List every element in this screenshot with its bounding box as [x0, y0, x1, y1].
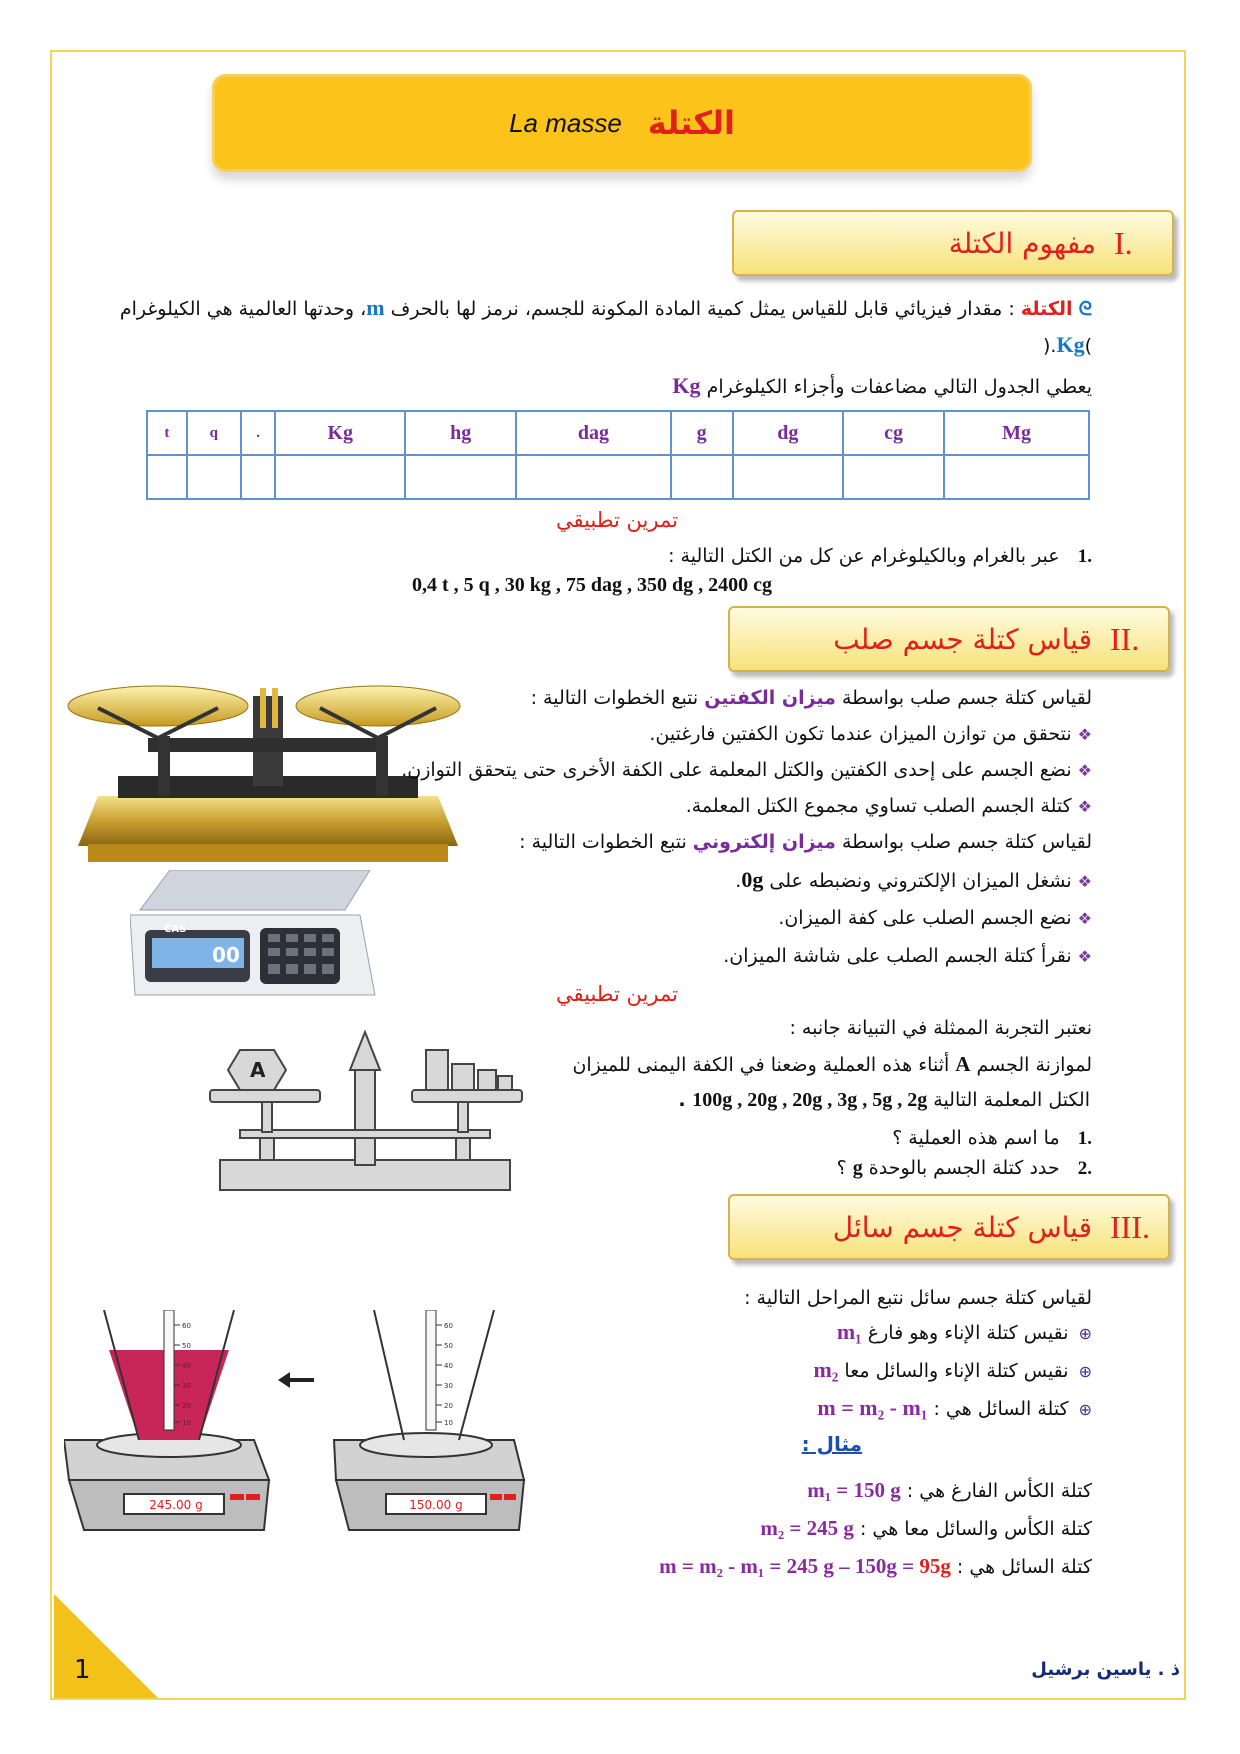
object-a: A	[955, 1052, 971, 1076]
diamond-bullet-icon: ❖	[1077, 872, 1092, 891]
exercise1-values: 0,4 t , 5 q , 30 kg , 75 dag , 350 dg , 2400 cg	[412, 574, 773, 596]
section-number: III.	[1110, 1208, 1150, 1245]
unit-g: g	[852, 1157, 863, 1179]
title-ar: الكتلة	[647, 104, 735, 142]
intro-text: نتبع الخطوات التالية :	[519, 831, 693, 853]
table-intro-unit: Kg	[672, 373, 701, 398]
arrow-bullet-icon: ⊕	[1078, 1362, 1092, 1381]
example-line-3	[659, 1552, 1092, 1581]
intro-text: لقياس كتلة جسم صلب بواسطة	[835, 831, 1092, 853]
tick-label: 30	[182, 1382, 191, 1390]
example-line-2	[760, 1514, 1092, 1543]
page-number: 1	[74, 1655, 91, 1685]
example-line-1	[807, 1476, 1092, 1505]
list-item	[401, 756, 1092, 785]
formula: m = m₂ - m₁	[817, 1395, 928, 1420]
unit-kg: Kg	[1056, 332, 1085, 357]
step-text: نضع الجسم الصلب على كفة الميزان.	[778, 907, 1072, 929]
exercise1-question	[668, 542, 1092, 571]
ex2-text: .	[678, 1089, 693, 1111]
masses-list: 100g , 20g , 20g , 3g , 5g , 2g	[692, 1089, 928, 1111]
section-title: قياس كتلة جسم سائل	[832, 1210, 1092, 1244]
zero-gram: 0g	[741, 867, 764, 892]
empty-cell	[405, 455, 516, 499]
step-text: .	[735, 870, 742, 892]
m2-value: m₂ = 245 g	[760, 1516, 854, 1540]
solid-intro-1	[531, 684, 1092, 712]
title-fr: La masse	[509, 107, 622, 138]
units-table	[146, 410, 1090, 500]
list-item	[686, 792, 1092, 821]
scale-brand: CAS	[164, 924, 187, 935]
example-label: مثال :	[801, 1432, 862, 1456]
step-text: كتلة الجسم الصلب تساوي مجموع الكتل المعلمة.	[685, 795, 1072, 817]
balance-type: ميزان الكفتين	[704, 687, 836, 709]
section-number: II.	[1110, 620, 1140, 657]
tick-label: 30	[444, 1382, 453, 1390]
mass-symbol: m	[366, 295, 385, 320]
definition-line-1	[120, 294, 1092, 323]
section-number: I.	[1114, 224, 1133, 261]
empty-cell	[516, 455, 671, 499]
solid-intro-2	[519, 828, 1092, 856]
exercise-label-2: تمرين تطبيقي	[556, 982, 678, 1006]
question-text: ؟	[836, 1157, 853, 1179]
definition-text: : مقدار فيزيائي قابل للقياس يمثل كمية المادة المكونة للجسم، نرمز لها بالحرف	[384, 298, 1021, 320]
author: ذ . ياسين برشيل	[1031, 1659, 1180, 1680]
unit-cell: q	[187, 411, 241, 455]
electronic-scale-image	[130, 870, 380, 1010]
question-number: .1	[1077, 1128, 1092, 1149]
diamond-bullet-icon: ❖	[1077, 725, 1092, 744]
tick-label: 40	[182, 1362, 191, 1370]
object-label: A	[250, 1058, 266, 1082]
tick-label: 60	[444, 1322, 453, 1330]
diamond-bullet-icon: ❖	[1077, 797, 1092, 816]
list-item	[813, 1356, 1092, 1386]
definition-line-2	[1043, 331, 1092, 360]
example-text: كتلة السائل هي :	[950, 1556, 1092, 1578]
step-text: كتلة السائل هي :	[927, 1398, 1069, 1420]
section-title: مفهوم الكتلة	[948, 226, 1096, 260]
liquid-result: 95g	[919, 1554, 951, 1578]
tick-label: 10	[444, 1419, 453, 1427]
bullet-icon: ᘓ	[1078, 298, 1092, 320]
tick-label: 60	[182, 1322, 191, 1330]
step-text: نقرأ كتلة الجسم الصلب على شاشة الميزان.	[723, 945, 1072, 967]
unit-cell: Mg	[944, 411, 1089, 455]
list-item	[778, 904, 1092, 933]
paren-open: .(	[1043, 335, 1057, 357]
arrow-bullet-icon: ⊕	[1078, 1400, 1092, 1419]
exercise2-question-2	[837, 1154, 1092, 1183]
step-text: نتحقق من توازن الميزان عندما تكون الكفتين فارغتين.	[649, 723, 1072, 745]
list-item	[837, 1318, 1092, 1348]
empty-cell	[733, 455, 844, 499]
diamond-bullet-icon: ❖	[1077, 909, 1092, 928]
section-header-3	[728, 1194, 1170, 1260]
empty-cell	[671, 455, 733, 499]
section-title: قياس كتلة جسم صلب	[833, 622, 1092, 656]
reading-empty: 150.00 g	[409, 1498, 463, 1512]
balance-diagram	[200, 1030, 530, 1200]
liquid-formula: m = m₂ - m₁ = 245 g – 150g =	[659, 1554, 920, 1578]
arrow-bullet-icon: ⊕	[1078, 1324, 1092, 1343]
question-text: ما اسم هذه العملية ؟	[892, 1127, 1060, 1149]
balance-type: ميزان إلكتروني	[692, 831, 836, 853]
units-value-row	[147, 455, 1089, 499]
step-text: نقيس كتلة الإناء وهو فارغ	[861, 1322, 1069, 1344]
exercise2-line-1: نعتبر التجربة الممثلة في التبيانة جانبه :	[789, 1017, 1092, 1039]
question-text: حدد كتلة الجسم بالوحدة	[862, 1157, 1060, 1179]
exercise2-question-1	[892, 1124, 1092, 1153]
step-text: نشغل الميزان الإلكتروني ونضبطه على	[763, 870, 1072, 892]
list-item	[735, 866, 1092, 896]
unit-cell: cg	[843, 411, 944, 455]
step-text: نضع الجسم على إحدى الكفتين والكتل المعلمة على الكفة الأخرى حتى يتحقق التوازن.	[401, 759, 1072, 781]
question-number: .2	[1077, 1158, 1092, 1179]
liquid-intro: لقياس كتلة جسم سائل نتبع المراحل التالية :	[744, 1287, 1092, 1309]
empty-cell	[843, 455, 944, 499]
unit-cell: hg	[405, 411, 516, 455]
scale-display: 00	[212, 943, 240, 967]
unit-cell: .	[241, 411, 275, 455]
list-item	[817, 1394, 1092, 1424]
tick-label: 40	[444, 1362, 453, 1370]
tick-label: 10	[182, 1419, 191, 1427]
example-text: كتلة الكأس والسائل معا هي :	[853, 1518, 1092, 1540]
units-header-row	[147, 411, 1089, 455]
list-item	[649, 720, 1092, 749]
empty-cell	[241, 455, 275, 499]
intro-text: لقياس كتلة جسم صلب بواسطة	[835, 687, 1092, 709]
unit-cell: g	[671, 411, 733, 455]
unit-cell: dag	[516, 411, 671, 455]
empty-cell	[275, 455, 405, 499]
table-intro	[672, 372, 1092, 401]
tick-label: 50	[182, 1342, 191, 1350]
liquid-scales-image	[64, 1310, 534, 1550]
symbol-m2: m₂	[813, 1357, 839, 1382]
example-text: كتلة الكأس الفارغ هي :	[900, 1480, 1092, 1502]
page-number-corner	[54, 1594, 160, 1698]
empty-cell	[944, 455, 1089, 499]
title-banner	[212, 74, 1032, 172]
question-number: .1	[1077, 546, 1092, 567]
ex2-text: الكتل المعلمة التالية	[927, 1089, 1090, 1111]
tick-label: 20	[182, 1402, 191, 1410]
step-text: نقيس كتلة الإناء والسائل معا	[838, 1360, 1069, 1382]
ex2-text: لموازنة الجسم	[970, 1054, 1092, 1076]
exercise2-line-2	[572, 1050, 1092, 1079]
question-text: عبر بالغرام وبالكيلوغرام عن كل من الكتل التالية :	[668, 545, 1060, 567]
diamond-bullet-icon: ❖	[1077, 761, 1092, 780]
symbol-m1: m₁	[836, 1319, 862, 1344]
paren-close: )	[1084, 335, 1092, 357]
diamond-bullet-icon: ❖	[1077, 947, 1092, 966]
tick-label: 20	[444, 1402, 453, 1410]
exercise-label-1: تمرين تطبيقي	[556, 508, 678, 532]
tick-label: 50	[444, 1342, 453, 1350]
definition-text-2: ، وحدتها العالمية هي الكيلوغرام	[119, 298, 367, 320]
ex2-text: أثناء هذه العملية وضعنا في الكفة اليمنى للميزان	[572, 1054, 956, 1076]
reading-full: 245.00 g	[149, 1498, 203, 1512]
section-header-1	[732, 210, 1174, 276]
section-header-2	[728, 606, 1170, 672]
unit-cell: Kg	[275, 411, 405, 455]
list-item	[723, 942, 1092, 971]
exercise2-line-3	[678, 1086, 1090, 1114]
definition-term: الكتلة	[1020, 298, 1073, 320]
m1-value: m₁ = 150 g	[807, 1478, 901, 1502]
unit-cell: t	[147, 411, 187, 455]
empty-cell	[187, 455, 241, 499]
intro-text: نتبع الخطوات التالية :	[530, 687, 705, 709]
empty-cell	[147, 455, 187, 499]
table-intro-text: يعطي الجدول التالي مضاعفات وأجزاء الكيلوغرام	[700, 376, 1092, 398]
unit-cell: dg	[733, 411, 844, 455]
